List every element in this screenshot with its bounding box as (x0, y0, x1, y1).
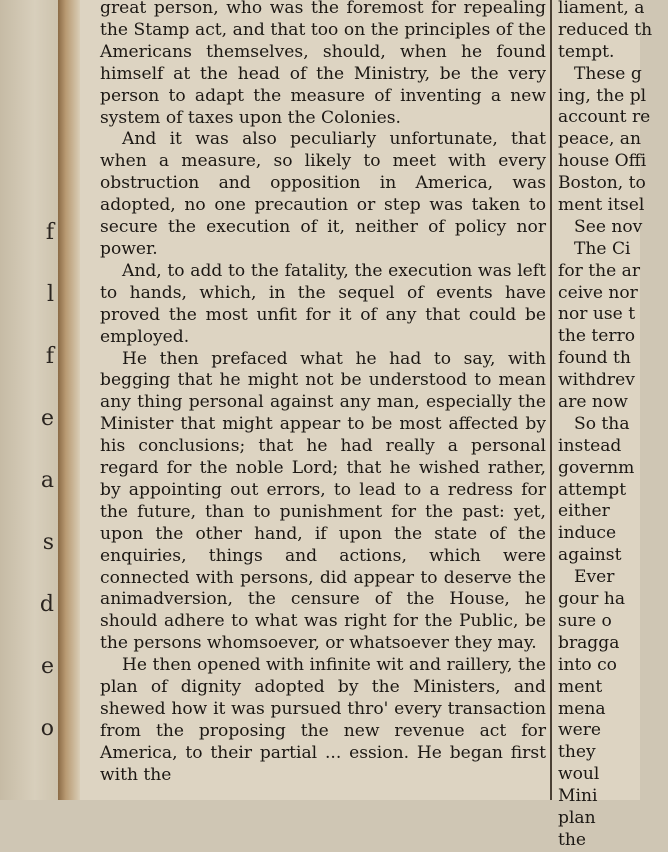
right-column-line: ing, the pl (558, 85, 647, 106)
left-page-fragment: o (40, 716, 54, 741)
right-column-line: are now (558, 392, 628, 413)
right-column-line: So tha (574, 413, 630, 434)
right-column-line: into co (558, 654, 617, 675)
right-column-line: bragga (558, 632, 620, 653)
right-column-line: ceive nor (558, 282, 638, 303)
right-column-line: The Ci (574, 238, 631, 259)
right-column-line: induce (558, 523, 617, 544)
left-page-fragment: f (45, 220, 54, 245)
right-column-line: for the ar (558, 260, 641, 281)
right-column-line: reduced th (558, 19, 653, 40)
left-page-fragment: f (45, 344, 54, 369)
right-column-line: sure o (558, 610, 612, 631)
left-page-fragment: l (46, 282, 54, 307)
right-column-line: These g (574, 63, 642, 84)
right-column-line: ment itsel (558, 195, 645, 216)
left-page-fragment: a (40, 468, 54, 493)
right-column-line: attempt (558, 479, 627, 500)
right-column-line: withdrev (558, 370, 635, 391)
right-column-line: woul (558, 764, 600, 785)
right-column-line: account re (558, 107, 651, 128)
paragraph: He then prefaced what he had to say, with begging that he might not be understood to mean any thing personal against any man, especially the Minister that might appear to be most affected by his conclusions; that he had really a personal regard for the noble Lord; that he wished rather, by appointing out errors, to lead to a redress for the future, than to punishment for the past: yet, upon the other hand, if upon the state of the enquiries, things and actions, which were connected with persons, did appear to deserve the animadversion, the censure of the House, he should adhere to what was right for the Public, be the persons whomsoever, or whatsoever they may. (100, 348, 546, 654)
right-column-line: were (558, 720, 602, 741)
right-column-line: mena (558, 698, 606, 719)
right-column-line: found th (558, 348, 631, 369)
paragraph: And, to add to the fatality, the execution was left to hands, which, in the sequel of events have proved the most unfit for it of any that could be employed. (100, 260, 546, 347)
right-column-line: house Offi (558, 151, 647, 172)
right-column-line: Ever (574, 567, 615, 588)
right-column-line: the terro (558, 326, 636, 347)
right-column-line: they (558, 742, 596, 763)
right-column-line: against (558, 545, 622, 566)
right-column-line: nor use t (558, 304, 636, 325)
paragraph: He then opened with infinite wit and raillery, the plan of dignity adopted by the Ministers, and shewed how it was pursued thro' every transaction from the proposing the new revenue act for America, to their partial ... ession. He began first with the (100, 655, 546, 785)
right-column-line: Boston, to (558, 173, 646, 194)
paragraph: And it was also peculiarly unfortunate, that when a measure, so likely to meet with every obstruction and opposition in America, was adopted, no one precaution or step was taken to secure the execution of it, neither of policy nor power. (100, 129, 546, 259)
adjacent-page-strip (0, 0, 58, 800)
main-text-column (100, 0, 546, 787)
right-column-line: peace, an (558, 129, 642, 150)
left-page-fragment: e (40, 654, 54, 679)
column-rule (550, 0, 552, 800)
right-column-line: gour ha (558, 589, 626, 610)
right-text-column (558, 0, 668, 852)
right-column-line: ment (558, 676, 603, 697)
paragraph: great person, who was the foremost for repealing the Stamp act, and that too on the principles of the Americans themselves, should, when he found himself at the head of the Ministry, be the very person to adapt the measure of inventing a new system of taxes upon the Colonies. (100, 0, 546, 128)
right-column-line: liament, a (558, 0, 645, 18)
right-column-line: either (558, 501, 610, 522)
right-column-line: plan (558, 807, 596, 828)
page-fold (58, 0, 80, 800)
right-column-line: governm (558, 457, 635, 478)
right-column-line: instead (558, 435, 622, 456)
left-page-fragment: d (39, 592, 54, 617)
left-page-fragment: e (40, 406, 54, 431)
newspaper-page (80, 0, 653, 850)
right-column-line: See nov (574, 216, 643, 237)
left-page-fragment: s (42, 530, 54, 555)
right-column-line: tempt. (558, 41, 615, 62)
right-column-line: the (558, 829, 586, 850)
right-column-line: Mini (558, 786, 598, 807)
